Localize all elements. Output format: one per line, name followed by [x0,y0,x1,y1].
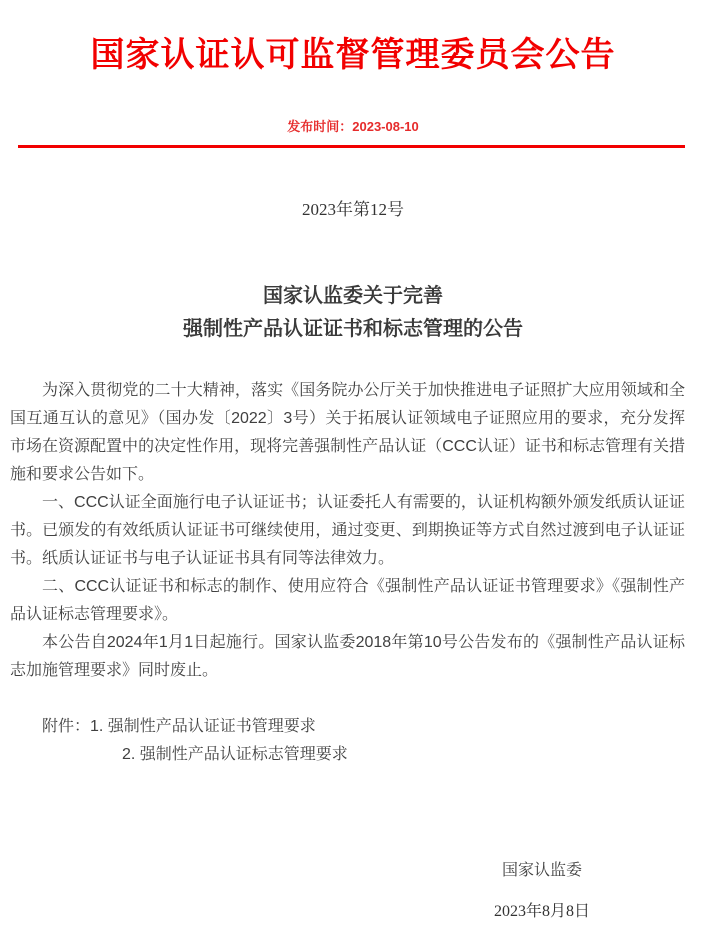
publish-time: 发布时间：2023-08-10 [287,119,419,134]
paragraph-effective-date: 本公告自2024年1月1日起施行。国家认监委2018年第10号公告发布的《强制性产品认证标志加施管理要求》同时废止。 [10,634,685,679]
paragraph-item-1: 一、CCC认证全面施行电子认证证书；认证委托人有需要的，认证机构额外颁发纸质认证证书。已颁发的有效纸质认证证书可继续使用，通过变更、到期换证等方式自然过渡到电子认证证书。纸质认证证书与电子认证证书具有同等法律效力。 [10,494,685,567]
paragraph-intro: 为深入贯彻党的二十大精神，落实《国务院办公厅关于加快推进电子证照扩大应用领域和全国互通互认的意见》（国办发〔2022〕3号）关于拓展认证领域电子证照应用的要求，充分发挥市场在资源配置中的决定性作用，现将完善强制性产品认证（CCC认证）证书和标志管理有关措施和要求公告如下。 [10,382,685,483]
paragraph-item-2: 二、CCC认证证书和标志的制作、使用应符合《强制性产品认证证书管理要求》《强制性产品认证标志管理要求》。 [10,578,685,623]
issue-number: 2023年第12号 [302,200,404,219]
attachment-item-1: 附件：1. 强制性产品认证证书管理要求 [42,718,316,735]
document-title-line1: 国家认监委关于完善 [263,285,443,307]
document-title-line2: 强制性产品认证证书和标志管理的公告 [183,318,523,340]
signature-date: 2023年8月8日 [493,903,590,920]
attachment-item-2: 2. 强制性产品认证标志管理要求 [122,746,348,763]
agency-announcement-title: 国家认证认可监督管理委员会公告 [90,36,616,74]
attachments-list [10,713,685,769]
signature-issuer: 国家认监委 [501,862,582,879]
red-divider-rule [18,145,685,148]
document-title [0,280,706,346]
signature-block [494,857,590,926]
document-body [0,377,706,926]
